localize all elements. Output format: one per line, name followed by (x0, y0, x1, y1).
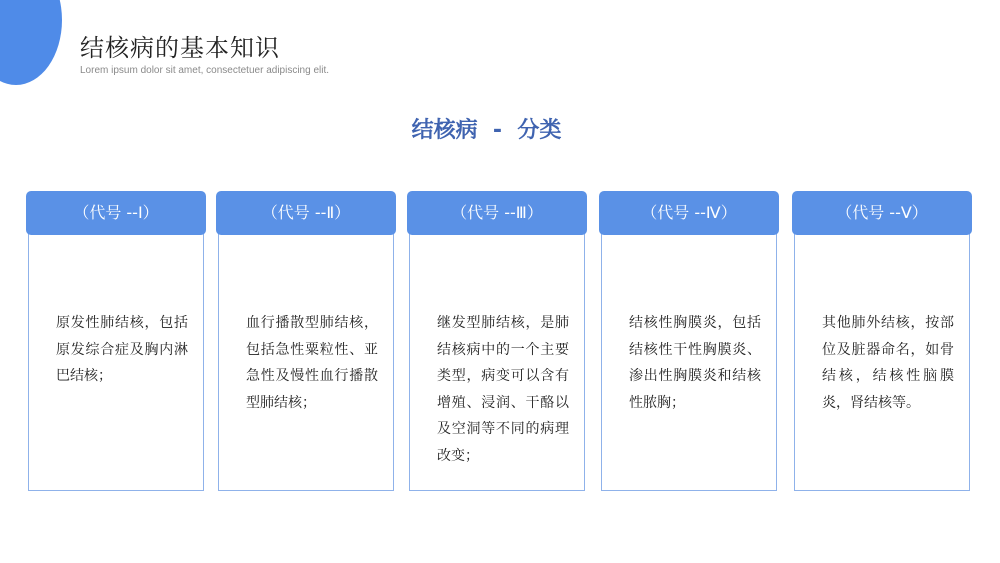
category-card-2 (216, 191, 396, 491)
card-body (28, 211, 204, 491)
category-card-5 (792, 191, 972, 491)
card-header: （代号 --Ⅰ） (26, 191, 206, 235)
card-description: 原发性肺结核，包括原发综合症及胸内淋巴结核； (56, 315, 188, 384)
category-card-1 (26, 191, 206, 491)
card-description: 结核性胸膜炎，包括结核性干性胸膜炎、渗出性胸膜炎和结核性脓胸； (629, 315, 761, 411)
card-header: （代号 --Ⅳ） (599, 191, 779, 235)
category-card-3 (407, 191, 587, 491)
category-card-4 (599, 191, 779, 491)
page-title: 结核病的基本知识 (80, 34, 280, 62)
page-subtitle: Lorem ipsum dolor sit amet, consectetuer adipiscing elit. (80, 65, 330, 76)
card-body (794, 211, 970, 491)
section-heading: 结核病 - 分类 (411, 118, 562, 143)
card-body (601, 211, 777, 491)
card-header: （代号 --Ⅴ） (792, 191, 972, 235)
card-description: 血行播散型肺结核，包括急性粟粒性、亚急性及慢性血行播散型肺结核； (246, 315, 378, 411)
card-header: （代号 --Ⅲ） (407, 191, 587, 235)
card-description: 继发型肺结核，是肺结核病中的一个主要类型，病变可以含有增殖、浸润、干酪以及空洞等不同的病理改变； (437, 315, 569, 464)
decorative-circle (0, 0, 62, 85)
card-body (218, 211, 394, 491)
card-body (409, 211, 585, 491)
card-header: （代号 --Ⅱ） (216, 191, 396, 235)
card-description: 其他肺外结核，按部位及脏器命名，如骨结核，结核性脑膜炎，肾结核等。 (822, 315, 954, 411)
